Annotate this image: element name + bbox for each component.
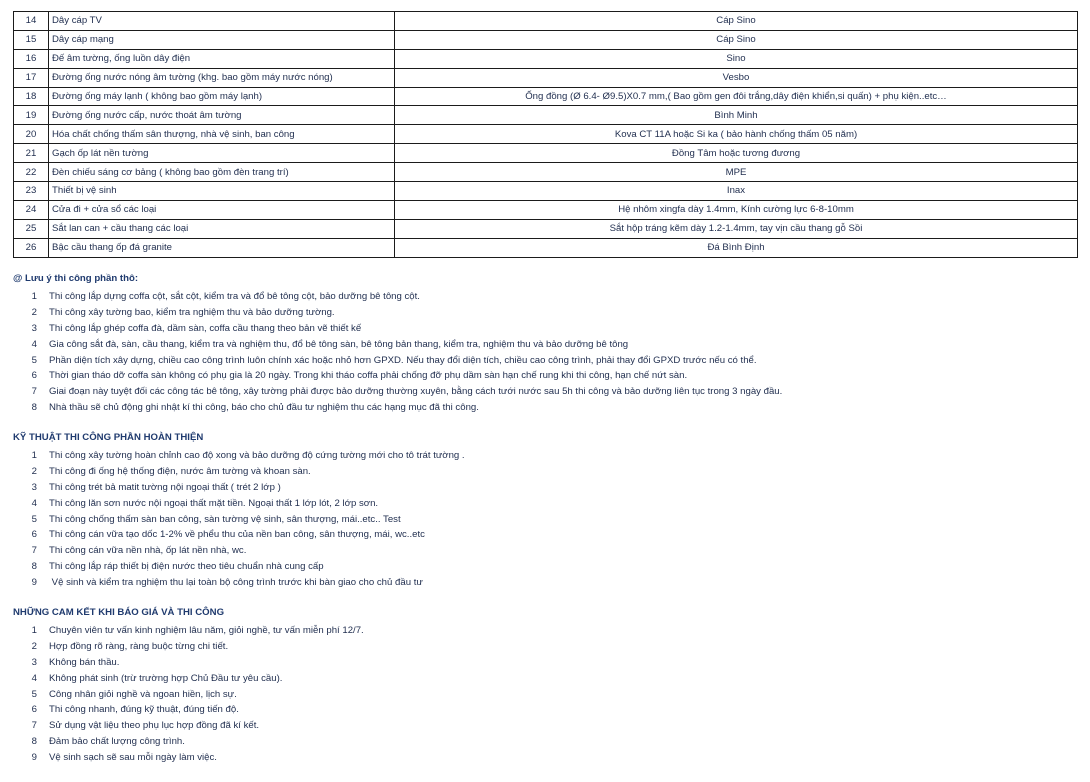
row-brand: Đá Bình Định — [395, 238, 1078, 257]
table-row — [14, 125, 1078, 144]
row-brand: Sắt hộp tráng kẽm dày 1.2-1.4mm, tay vịn cầu thang gỗ Sồi — [395, 219, 1078, 238]
table-row — [14, 163, 1078, 182]
list-item-text: Vệ sinh và kiểm tra nghiệm thu lại toàn bộ công trình trước khi bàn giao cho chủ đầu tư — [49, 577, 423, 589]
materials-table-body — [14, 12, 1078, 258]
list-item — [13, 337, 1083, 353]
list-item-number: 7 — [31, 720, 37, 732]
commitments-title: NHỮNG CAM KẾT KHI BÁO GIÁ VÀ THI CÔNG — [13, 607, 225, 618]
row-number: 19 — [14, 106, 49, 125]
list-item-number: 1 — [31, 291, 37, 302]
list-item — [13, 384, 1083, 400]
list-item-number: 8 — [31, 561, 37, 573]
finishing-list — [13, 448, 1083, 591]
row-item: Thiết bị vệ sinh — [49, 182, 395, 201]
list-item — [13, 750, 1083, 766]
row-item: Hóa chất chống thấm sân thượng, nhà vệ sinh, ban công — [49, 125, 395, 144]
row-brand: Hệ nhôm xingfa dày 1.4mm, Kính cường lực 6-8-10mm — [395, 200, 1078, 219]
row-number: 26 — [14, 238, 49, 257]
list-item — [13, 512, 1083, 528]
list-item-text: Thi công đi ống hệ thống điện, nước âm tường và khoan sàn. — [49, 465, 311, 477]
row-brand: Inax — [395, 182, 1078, 201]
finishing-title: KỸ THUẬT THI CÔNG PHẦN HOÀN THIỆN — [13, 432, 204, 443]
list-item-text: Thời gian tháo dỡ coffa sàn không có phụ gia là 20 ngày. Trong khi tháo coffa phải chống đỡ phụ dầm sàn hạn chế rung khi thi công, hạn chế nứt sàn. — [49, 370, 688, 382]
row-item: Dây cáp TV — [49, 12, 395, 31]
row-item: Gạch ốp lát nền tường — [49, 144, 395, 163]
list-item-number: 4 — [31, 338, 37, 350]
list-item — [13, 496, 1083, 512]
list-item-text: Thi công chống thấm sàn ban công, sàn tường vệ sinh, sân thượng, mái..etc.. Test — [49, 513, 401, 525]
row-number: 25 — [14, 219, 49, 238]
list-item — [13, 702, 1083, 718]
list-item — [13, 480, 1083, 496]
list-item-number: 5 — [31, 354, 37, 366]
list-item — [13, 400, 1083, 416]
row-item: Đường ống nước nóng âm tường (khg. bao gồm máy nước nóng) — [49, 68, 395, 87]
list-item — [13, 448, 1083, 464]
list-item-number: 5 — [31, 513, 37, 525]
list-item — [13, 321, 1083, 337]
row-brand: Ống đồng (Ø 6.4- Ø9.5)X0.7 mm,( Bao gồm gen đôi trắng,dây điện khiển,si quấn) + phụ kiện..etc… — [395, 87, 1078, 106]
row-brand: Sino — [395, 49, 1078, 68]
list-item — [13, 527, 1083, 543]
list-item — [13, 464, 1083, 480]
list-item-number: 6 — [31, 370, 37, 382]
row-number: 22 — [14, 163, 49, 182]
list-item — [13, 718, 1083, 734]
row-brand: Kova CT 11A hoặc Si ka ( bảo hành chống thấm 05 năm) — [395, 125, 1078, 144]
list-item — [13, 543, 1083, 559]
list-item-number: 2 — [31, 306, 37, 318]
list-item — [13, 368, 1083, 384]
rough-notes-list — [13, 289, 1083, 416]
materials-table — [13, 11, 1078, 258]
list-item-number: 1 — [31, 625, 37, 636]
rough-notes-section — [13, 271, 1083, 416]
list-item-text: Phần diện tích xây dựng, chiều cao công trình luôn chính xác hoặc nhỏ hơn GPXD. Nếu thay đổi diện tích, chiều cao công trình, phải thay đổi GPXD trước nếu có thể. — [49, 354, 757, 366]
table-row — [14, 49, 1078, 68]
list-item-number: 8 — [31, 736, 37, 748]
row-brand: Vesbo — [395, 68, 1078, 87]
list-item-text: Không phát sinh (trừ trường hợp Chủ Đầu tư yêu cầu). — [49, 672, 283, 684]
row-brand: Cáp Sino — [395, 12, 1078, 31]
list-item-number: 7 — [31, 386, 37, 398]
list-item — [13, 687, 1083, 703]
row-item: Sắt lan can + cầu thang các loại — [49, 219, 395, 238]
row-number: 21 — [14, 144, 49, 163]
row-item: Đế âm tường, ống luồn dây điện — [49, 49, 395, 68]
table-row — [14, 12, 1078, 31]
list-item-number: 9 — [31, 577, 37, 589]
list-item-text: Thi công cán vữa tạo dốc 1-2% về phểu thu của nền ban công, sân thượng, mái, wc..etc — [49, 529, 425, 541]
list-item-text: Thi công lắp ghép coffa đà, dầm sàn, coffa cầu thang theo bản vẽ thiết kế — [49, 322, 362, 334]
row-brand: MPE — [395, 163, 1078, 182]
row-number: 24 — [14, 200, 49, 219]
list-item-number: 4 — [31, 672, 37, 684]
list-item-text: Thi công trét bả matit tường nội ngoại thất ( trét 2 lớp ) — [49, 481, 281, 493]
list-item-text: Thi công cán vữa nền nhà, ốp lát nền nhà, wc. — [49, 545, 247, 557]
commitments-section — [13, 605, 1083, 766]
list-item — [13, 305, 1083, 321]
row-number: 16 — [14, 49, 49, 68]
row-item: Đèn chiếu sáng cơ bảng ( không bao gồm đèn trang trí) — [49, 163, 395, 182]
list-item-number: 3 — [31, 481, 37, 493]
list-item-text: Gia công sắt đà, sàn, cầu thang, kiểm tra và nghiệm thu, đổ bê tông sàn, bê tông bản thang, kiểm tra, nghiệm thu và bảo dưỡng bê tông — [49, 338, 629, 350]
row-brand: Cáp Sino — [395, 30, 1078, 49]
list-item — [13, 575, 1083, 591]
table-row — [14, 30, 1078, 49]
list-item-text: Chuyên viên tư vấn kinh nghiệm lâu năm, giỏi nghề, tư vấn miễn phí 12/7. — [49, 625, 364, 636]
finishing-section — [13, 430, 1083, 591]
rough-notes-title: @ Lưu ý thi công phần thô: — [13, 273, 139, 284]
list-item — [13, 559, 1083, 575]
table-row — [14, 144, 1078, 163]
table-row — [14, 200, 1078, 219]
table-row — [14, 182, 1078, 201]
list-item-text: Đảm bảo chất lượng công trình. — [49, 736, 185, 748]
row-item: Bậc cầu thang ốp đá granite — [49, 238, 395, 257]
row-number: 23 — [14, 182, 49, 201]
list-item-number: 9 — [31, 752, 37, 764]
list-item-text: Hợp đồng rõ ràng, ràng buộc từng chi tiết. — [49, 640, 229, 652]
list-item-number: 6 — [31, 529, 37, 541]
table-row — [14, 87, 1078, 106]
list-item — [13, 639, 1083, 655]
list-item — [13, 734, 1083, 750]
list-item-number: 6 — [31, 704, 37, 716]
commitments-list — [13, 623, 1083, 766]
row-number: 14 — [14, 12, 49, 31]
row-number: 18 — [14, 87, 49, 106]
list-item-text: Vệ sinh sạch sẽ sau mỗi ngày làm việc. — [49, 752, 217, 764]
list-item — [13, 623, 1083, 639]
list-item-text: Thi công xây tường bao, kiểm tra nghiệm thu và bảo dưỡng tường. — [49, 306, 335, 318]
row-item: Cửa đi + cửa sổ các loại — [49, 200, 395, 219]
list-item-text: Thi công lắp ráp thiết bị điện nước theo tiêu chuẩn nhà cung cấp — [49, 561, 324, 573]
row-number: 15 — [14, 30, 49, 49]
list-item-number: 3 — [31, 656, 37, 668]
list-item-number: 5 — [31, 688, 37, 700]
list-item — [13, 353, 1083, 369]
list-item-number: 4 — [31, 497, 37, 509]
list-item-text: Thi công nhanh, đúng kỹ thuật, đúng tiến độ. — [49, 704, 239, 716]
table-row — [14, 238, 1078, 257]
list-item-text: Giai đoạn này tuyệt đối các công tác bê tông, xây tường phải được bảo dưỡng thường xuyên, bằng cách tưới nước sau 5h thi công và bảo dưỡng liên tục trong 3 ngày đầu. — [49, 386, 783, 398]
list-item-number: 7 — [31, 545, 37, 557]
row-item: Đường ống nước cấp, nước thoát âm tường — [49, 106, 395, 125]
list-item-number: 3 — [31, 322, 37, 334]
list-item-text: Nhà thầu sẽ chủ động ghi nhật kí thi công, báo cho chủ đầu tư nghiệm thu các hạng mục đã thi công. — [49, 402, 479, 414]
list-item — [13, 289, 1083, 305]
list-item-text: Thi công lăn sơn nước nội ngoại thất mặt tiền. Ngoại thất 1 lớp lót, 2 lớp sơn. — [49, 497, 379, 509]
list-item-number: 2 — [31, 465, 37, 477]
list-item-number: 8 — [31, 402, 37, 414]
list-item — [13, 655, 1083, 671]
row-number: 17 — [14, 68, 49, 87]
row-brand: Bình Minh — [395, 106, 1078, 125]
row-item: Dây cáp mạng — [49, 30, 395, 49]
row-item: Đường ống máy lạnh ( không bao gồm máy lạnh) — [49, 87, 395, 106]
table-row — [14, 219, 1078, 238]
list-item-number: 1 — [31, 450, 37, 461]
list-item-text: Không bán thầu. — [49, 656, 120, 668]
list-item-text: Thi công lắp dựng coffa cột, sắt cột, kiểm tra và đổ bê tông cột, bảo dưỡng bê tông cột. — [49, 291, 420, 302]
list-item-text: Công nhân giỏi nghề và ngoan hiền, lịch sự. — [49, 688, 237, 700]
list-item-text: Thi công xây tường hoàn chỉnh cao độ xong và bảo dưỡng độ cứng tường mới cho tô trát tường . — [49, 450, 465, 461]
table-row — [14, 106, 1078, 125]
list-item-text: Sử dụng vật liệu theo phụ lục hợp đồng đã kí kết. — [49, 720, 260, 732]
row-number: 20 — [14, 125, 49, 144]
list-item — [13, 671, 1083, 687]
table-row — [14, 68, 1078, 87]
row-brand: Đồng Tâm hoặc tương đương — [395, 144, 1078, 163]
list-item-number: 2 — [31, 640, 37, 652]
